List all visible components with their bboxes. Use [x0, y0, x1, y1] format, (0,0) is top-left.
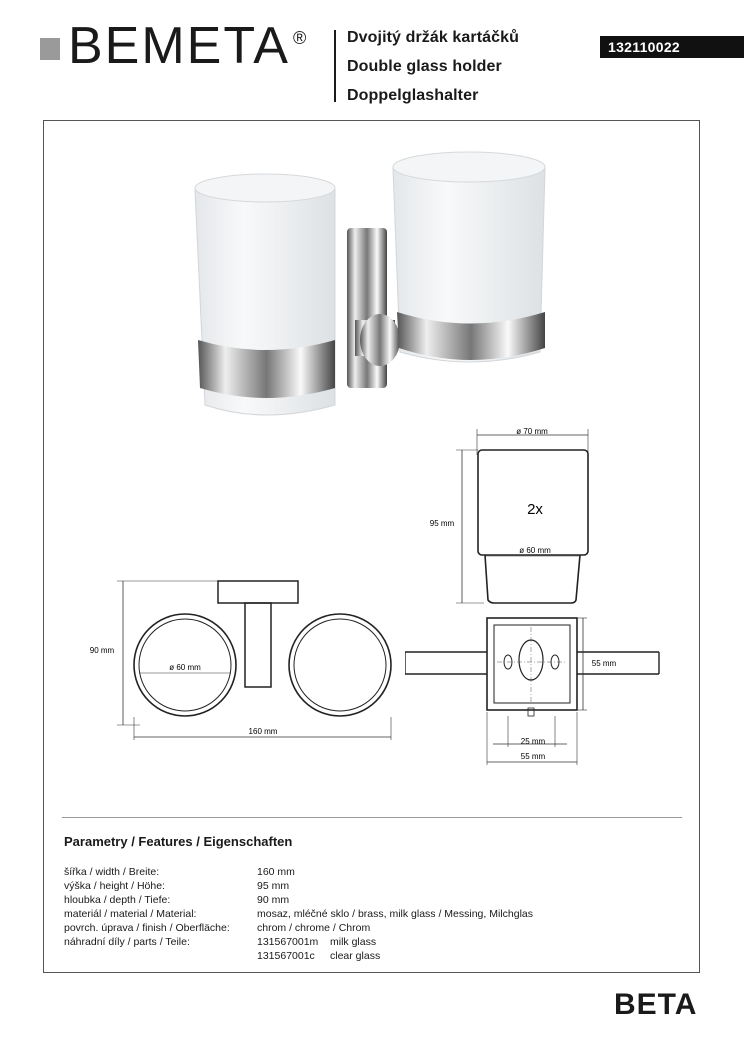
dim-plate-side: 55 mm [591, 659, 617, 668]
dim-glass-top: ø 70 mm [516, 427, 548, 436]
feature-value: mosaz, mléčné sklo / brass, milk glass / Messing, Milchglas [257, 908, 533, 920]
feature-label: náhradní díly / parts / Teile: [64, 936, 190, 948]
header-divider [334, 30, 336, 102]
feature-label: materiál / material / Material: [64, 908, 197, 920]
feature-label: šířka / width / Breite: [64, 866, 160, 878]
glass-outline-bottom [485, 555, 580, 603]
plate-outer [487, 618, 577, 710]
glass-side-drawing [420, 425, 620, 610]
brand-name: BEMETA [68, 17, 290, 75]
dim-front-width: 160 mm [248, 727, 278, 736]
title-cz: Dvojitý držák kartáčků [347, 29, 520, 46]
feature-extra: milk glass [330, 936, 377, 948]
right-ring-inner [294, 619, 386, 711]
mount-arm [245, 603, 271, 687]
feature-value: 160 mm [257, 866, 295, 878]
feature-value: chrom / chrome / Chrom [257, 922, 371, 934]
feature-value: 90 mm [257, 894, 290, 906]
title-de: Doppelglashalter [347, 87, 479, 104]
dim-hole-spacing: 25 mm [520, 737, 546, 746]
registered-mark: ® [293, 28, 307, 48]
logo-square-icon [40, 38, 60, 60]
feature-value: 131567001c [257, 950, 315, 962]
dim-glass-height: 95 mm [429, 519, 455, 528]
feature-extra: clear glass [330, 950, 381, 962]
mount-plate [218, 581, 298, 603]
product-photo [185, 140, 555, 440]
features-divider [62, 817, 682, 818]
series-name: BETA [614, 988, 698, 1021]
feature-label: povrch. úprava / finish / Oberfläche: [64, 922, 230, 934]
feature-label: hloubka / depth / Tiefe: [64, 894, 171, 906]
feature-label: výška / height / Höhe: [64, 880, 165, 892]
product-code: 132110022 [600, 36, 744, 58]
center-knob [360, 314, 400, 366]
right-ring-outer [289, 614, 391, 716]
dim-front-height: 90 mm [89, 646, 115, 655]
front-view-drawing [80, 575, 400, 740]
feature-value: 95 mm [257, 880, 290, 892]
dim-plate-bottom: 55 mm [520, 752, 546, 761]
plate-back-drawing [405, 612, 670, 767]
title-en: Double glass holder [347, 58, 502, 75]
dim-ring-diameter: ø 60 mm [169, 663, 201, 672]
dim-glass-bottom: ø 60 mm [519, 546, 551, 555]
glass-count: 2x [527, 501, 543, 518]
feature-value: 131567001m [257, 936, 319, 948]
features-heading: Parametry / Features / Eigenschaften [64, 834, 293, 849]
